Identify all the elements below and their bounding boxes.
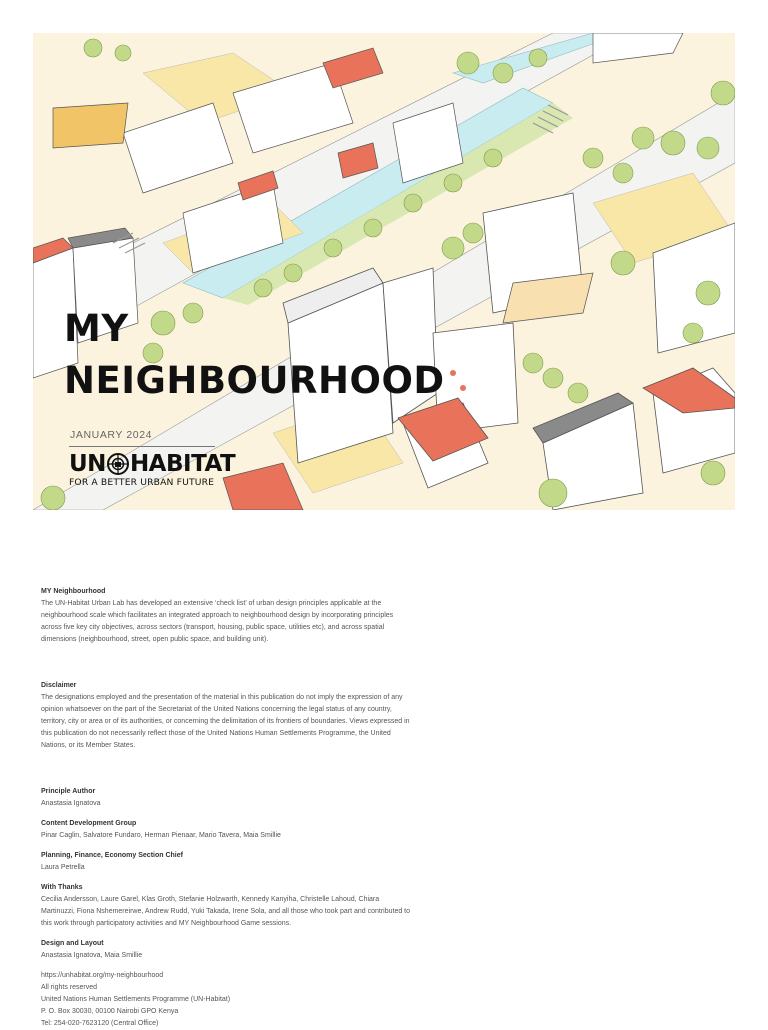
credit-body: Laura Petrella — [41, 864, 85, 871]
disclaimer-section — [41, 680, 411, 752]
credit-heading: With Thanks — [41, 884, 83, 891]
cover-illustration — [33, 33, 735, 510]
logo-text-right: HABITAT — [129, 451, 236, 477]
credit-body: Pinar Caglin, Salvatore Fundaro, Herman Pienaar, Mario Tavera, Maia Smillie — [41, 832, 281, 839]
date-divider — [69, 446, 215, 447]
logo-tagline: FOR A BETTER URBAN FUTURE — [69, 477, 215, 488]
website-link[interactable]: https://unhabitat.org/my-neighbourhood — [41, 972, 164, 979]
credit-body: Anastasia Ignatova, Maia Smillie — [41, 952, 143, 959]
un-emblem-icon — [107, 453, 129, 475]
credit-design-layout — [41, 938, 411, 962]
colophon — [41, 586, 411, 1030]
disclaimer-body: The designations employed and the presentation of the material in this publication do not imply the expression of any opinion whatsoever on the part of the Secretariat of the United Nations concerning the legal status of any country, territory, city or area or of its authorities, or concerning the delimitation of its frontiers of boundaries. Views expressed in this publication do not necessarily reflect those of the United Nations Human Settlements Programme, the United Nations, or its Member States. — [41, 694, 410, 749]
organization-name: United Nations Human Settlements Programme (UN-Habitat) — [41, 996, 231, 1003]
intro-section — [41, 586, 411, 646]
title-line-2: NEIGHBOURHOOD — [64, 359, 445, 402]
credit-body: Cecilia Andersson, Laure Garel, Klas Groth, Stefanie Holzwarth, Kennedy Kanyiha, Christelle Lahoud, Chiara Martinuzzi, Fiona Nshemereirwe, Andrew Rudd, Yuki Takada, Irene Sola, and all those who took part and contributed to this work through participatory activities and MY Neighbourhood Game sessions. — [41, 896, 411, 927]
publication-date: JANUARY 2024 — [70, 429, 153, 441]
postal-address: P. O. Box 30030, 00100 Nairobi GPO Kenya — [41, 1008, 179, 1015]
un-habitat-logo — [69, 450, 235, 488]
intro-heading: MY Neighbourhood — [41, 588, 106, 595]
credit-heading: Content Development Group — [41, 820, 137, 827]
credit-content-development — [41, 818, 411, 842]
credit-heading: Planning, Finance, Economy Section Chief — [41, 852, 183, 859]
footer-info — [41, 970, 411, 1030]
credit-section-chief — [41, 850, 411, 874]
credit-with-thanks — [41, 882, 411, 930]
credit-heading: Principle Author — [41, 788, 96, 795]
telephone: Tel: 254-020-7623120 (Central Office) — [41, 1020, 159, 1027]
logo-text-left: UN — [69, 451, 106, 477]
credit-heading: Design and Layout — [41, 940, 104, 947]
credit-body: Anastasia Ignatova — [41, 800, 101, 807]
logo-wordmark — [69, 450, 235, 478]
title-line-1: MY — [64, 307, 129, 350]
credit-principle-author — [41, 786, 411, 810]
document-title — [64, 303, 445, 407]
rights-text: All rights reserved — [41, 984, 98, 991]
intro-body: The UN-Habitat Urban Lab has developed an extensive ‘check list’ of urban design principles applicable at the neighbourhood scale which facilitates an integrated approach to neighbourhood design by incorporating principles across five key city objectives, across sectors (transport, housing, public space, utilities etc), and across spatial dimensions (neighbourhood, street, open public space, and building unit). — [41, 600, 394, 643]
disclaimer-heading: Disclaimer — [41, 682, 77, 689]
